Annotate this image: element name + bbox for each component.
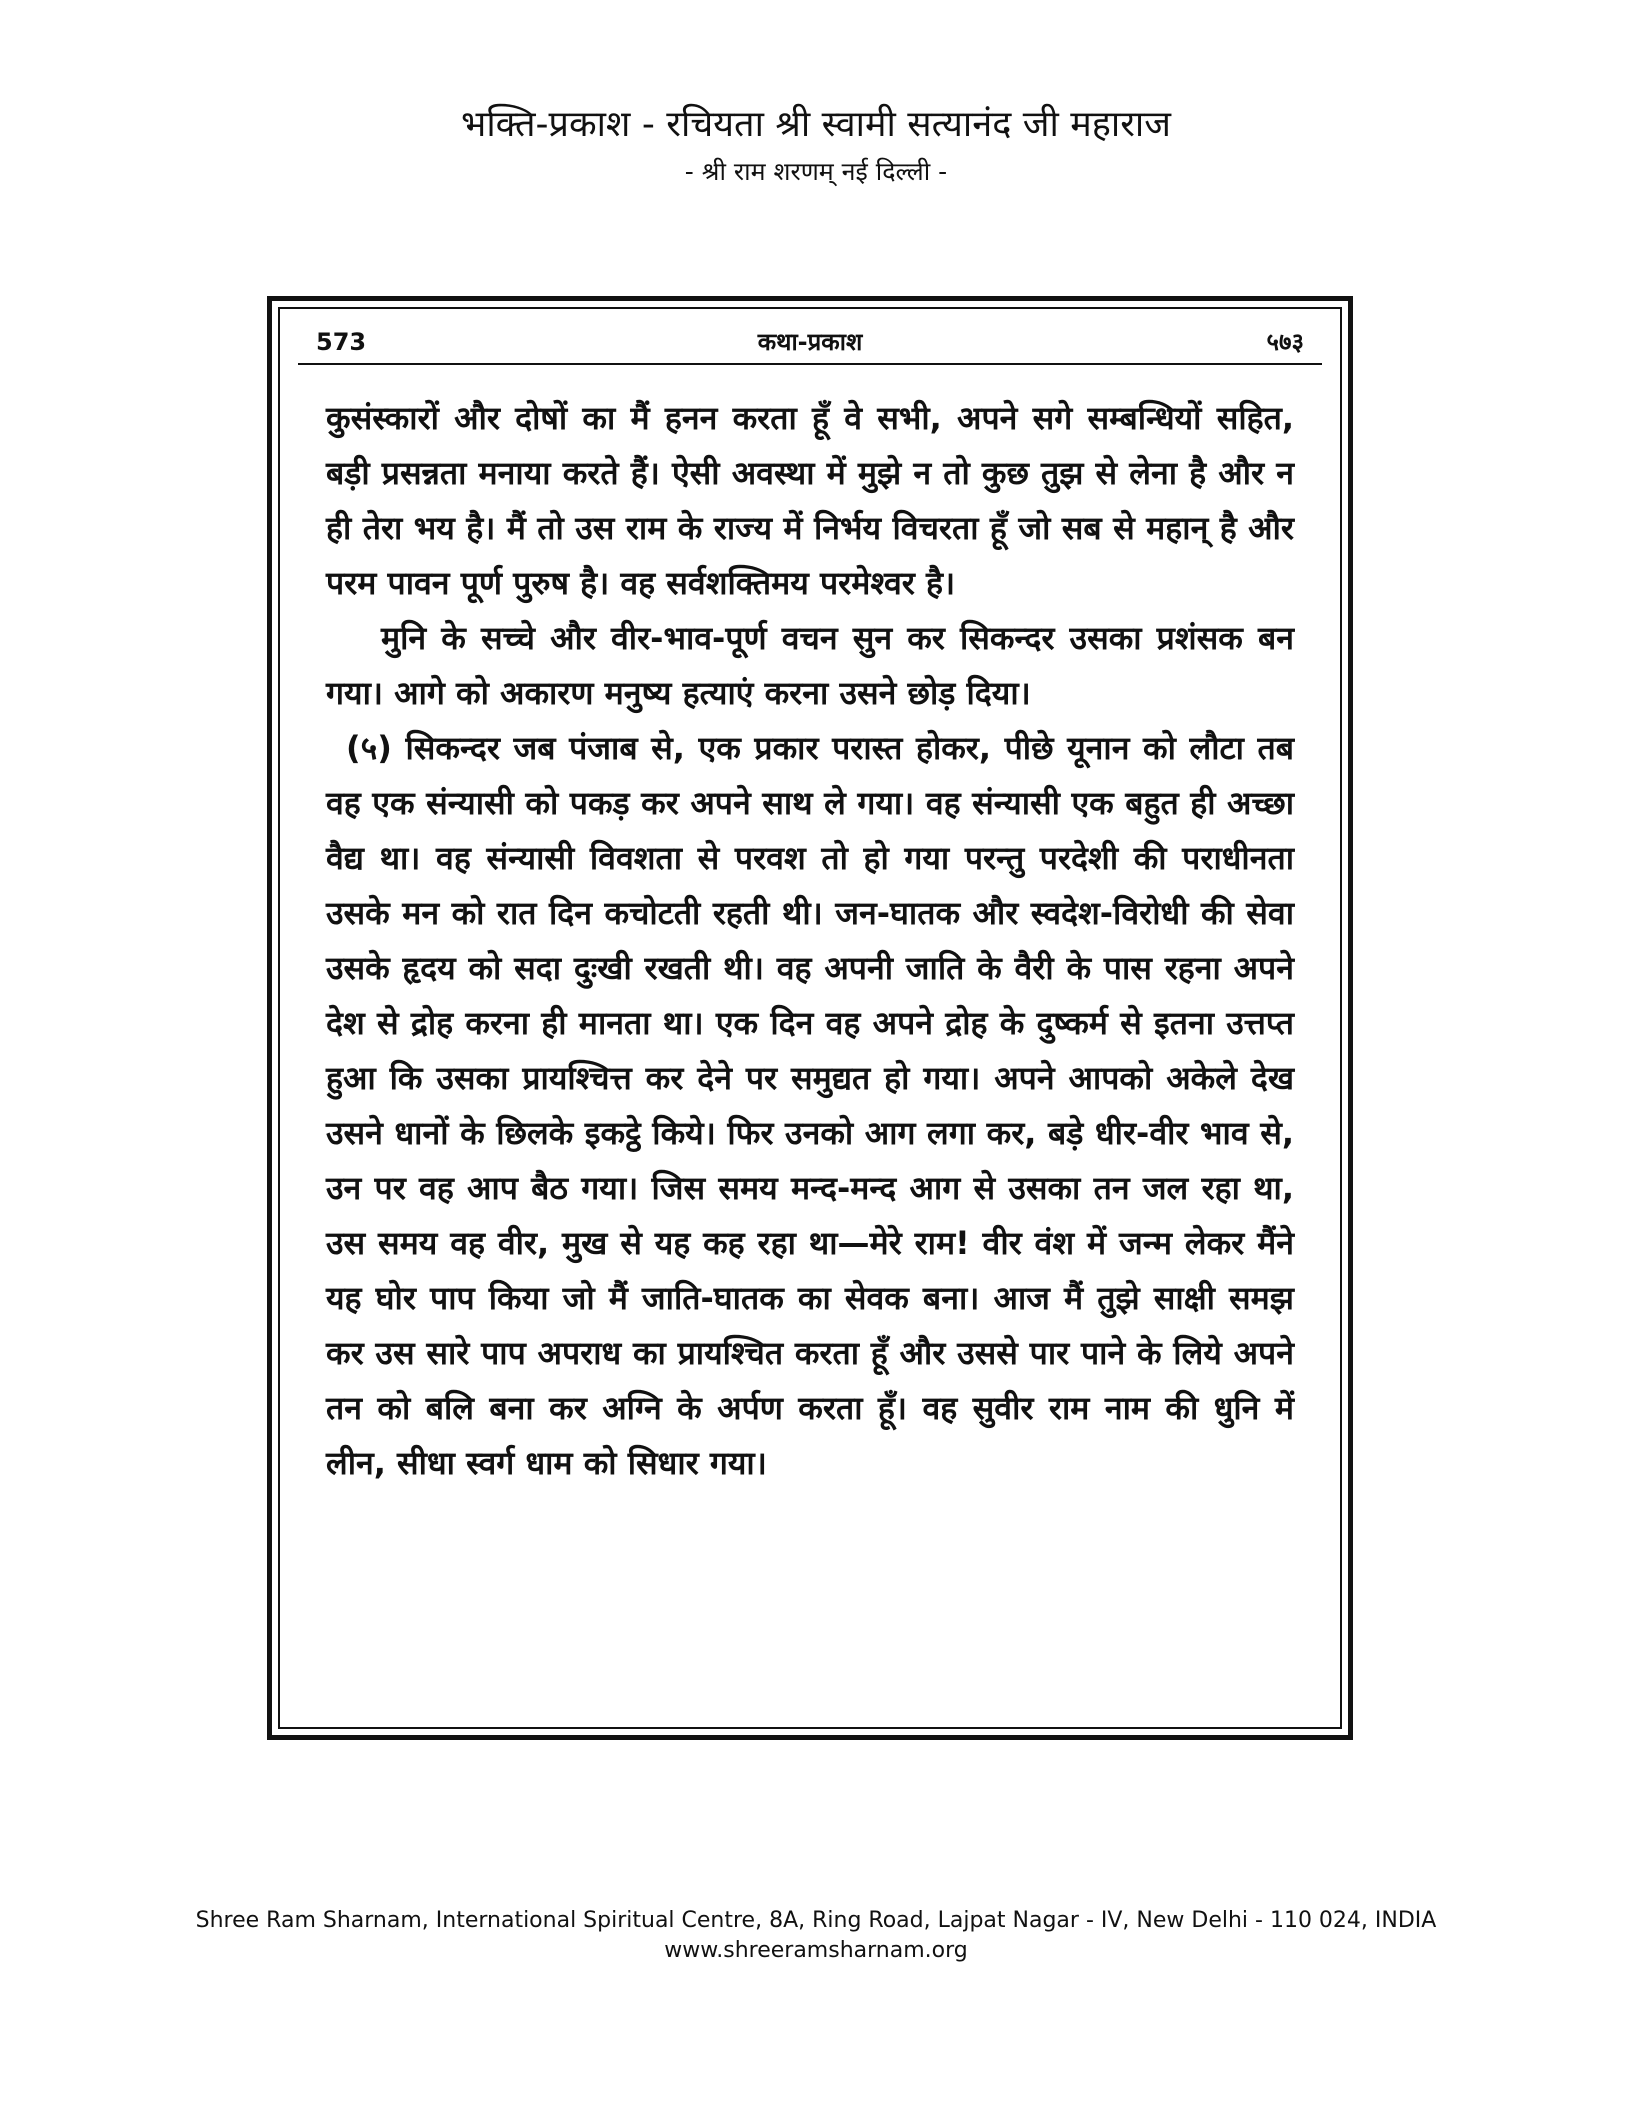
paragraph: मुनि के सच्चे और वीर-भाव-पूर्ण वचन सुन कर सिकन्दर उसका प्रशंसक बन गया। आगे को अकारण मनुष्य हत्याएं करना उसने छोड़ दिया।: [326, 619, 1294, 712]
page-body: [326, 391, 1294, 1491]
page-number-arabic: 573: [316, 328, 367, 356]
footer-website: www.shreeramsharnam.org: [664, 1938, 968, 1963]
paragraph: कुसंस्कारों और दोषों का मैं हनन करता हूँ वे सभी, अपने सगे सम्बन्धियों सहित, बड़ी प्रसन्नता मनाया करते हैं। ऐसी अवस्था में मुझे न तो कुछ तुझ से लेना है और न ही तेरा भय है। मैं तो उस राम के राज्य में निर्भय विचरता हूँ जो सब से महान् है और परम पावन पूर्ण पुरुष है। वह सर्वशक्तिमय परमेश्वर है।: [326, 399, 1294, 602]
book-title: भक्ति-प्रकाश - रचियता श्री स्वामी सत्यानंद जी महाराज: [461, 104, 1171, 145]
page-number-devanagari: ५७३: [1266, 328, 1304, 356]
paragraph: (५) सिकन्दर जब पंजाब से, एक प्रकार परास्त होकर, पीछे यूनान को लौटा तब वह एक संन्यासी को पकड़ कर अपने साथ ले गया। वह संन्यासी एक बहुत ही अच्छा वैद्य था। वह संन्यासी विवशता से परवश तो हो गया परन्तु परदेशी की पराधीनता उसके मन को रात दिन कचोटती रहती थी। जन-घातक और स्वदेश-विरोधी की सेवा उसके हृदय को सदा दुःखी रखती थी। वह अपनी जाति के वैरी के पास रहना अपने देश से द्रोह करना ही मानता था। एक दिन वह अपने द्रोह के दुष्कर्म से इतना उत्तप्त हुआ कि उसका प्रायश्चित्त कर देने पर समुद्यत हो गया। अपने आपको अकेले देख उसने धानों के छिलके इकट्ठे किये। फिर उनको आग लगा कर, बड़े धीर-वीर भाव से, उन पर वह आप बैठ गया। जिस समय मन्द-मन्द आग से उसका तन जल रहा था, उस समय वह वीर, मुख से यह कह रहा था—मेरे राम! वीर वंश में जन्म लेकर मैंने यह घोर पाप किया जो मैं जाति-घातक का सेवक बना। आज मैं तुझे साक्षी समझ कर उस सारे पाप अपराध का प्रायश्चित करता हूँ और उससे पार पाने के लिये अपने तन को बलि बना कर अग्नि के अर्पण करता हूँ। वह सुवीर राम नाम की धुनि में लीन, सीधा स्वर्ग धाम को सिधार गया।: [326, 729, 1294, 1482]
book-subtitle: - श्री राम शरणम् नई दिल्ली -: [684, 157, 948, 186]
page-frame: [267, 296, 1353, 1740]
running-header: [298, 321, 1322, 365]
page-frame-inner: [278, 307, 1342, 1729]
document-header: [0, 100, 1632, 192]
document-footer: [0, 1906, 1632, 1966]
footer-address: Shree Ram Sharnam, International Spiritual Centre, 8A, Ring Road, Lajpat Nagar - IV, New Delhi - 110 024, INDIA: [195, 1908, 1437, 1933]
section-title: कथा-प्रकाश: [757, 328, 863, 356]
